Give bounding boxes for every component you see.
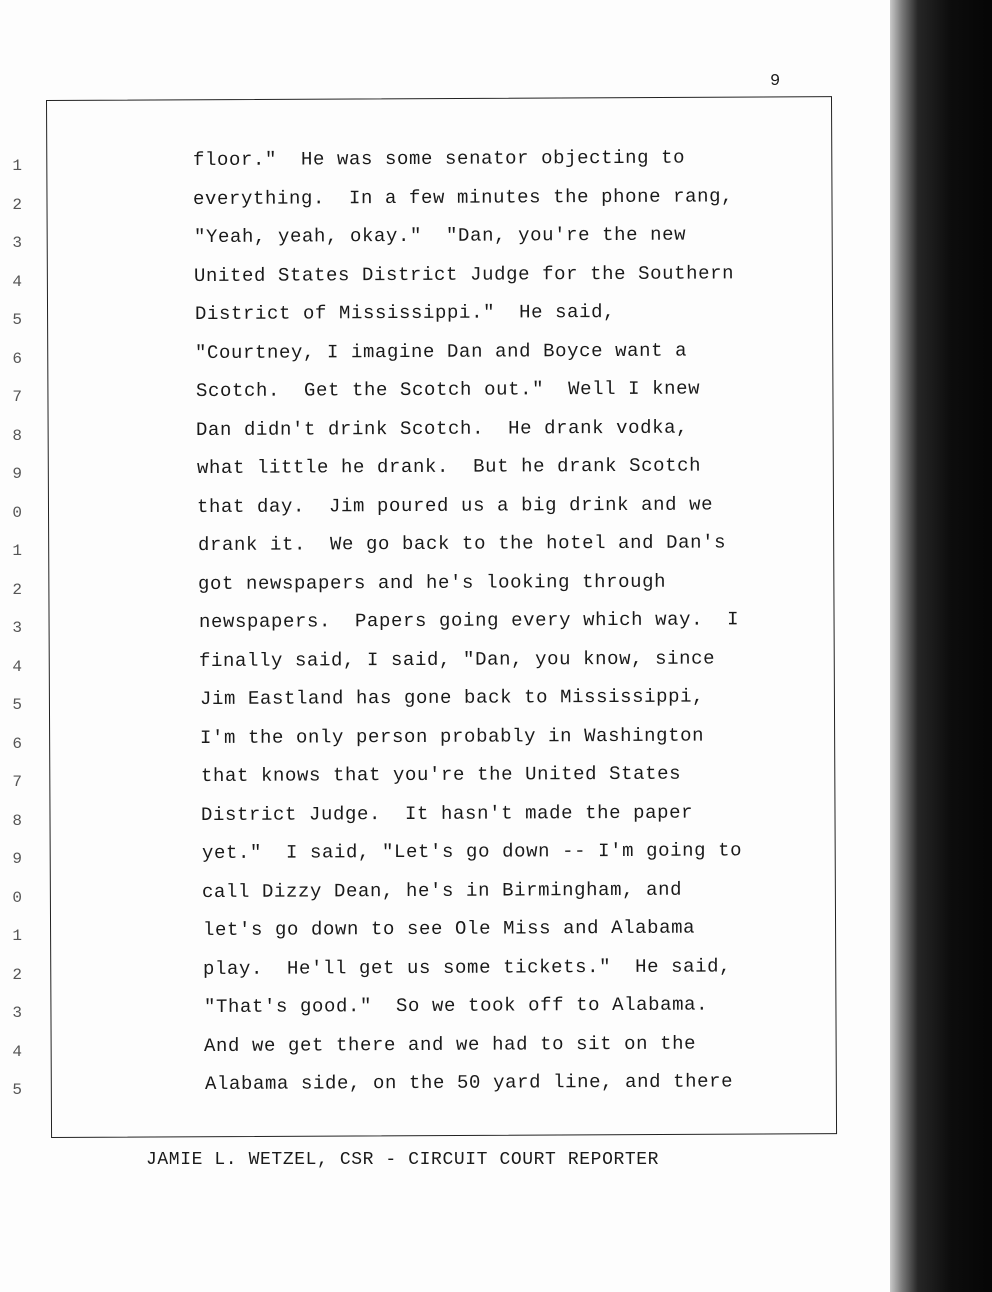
line-number: 2 [12,966,22,984]
line-number: 2 [12,581,22,599]
line-number: 9 [12,850,22,868]
page-number: 9 [770,72,781,91]
transcript-line: Scotch. Get the Scotch out." Well I knew [195,377,701,402]
line-number: 5 [12,311,22,329]
transcript-line: newspapers. Papers going every which way. I [198,608,740,633]
transcript-line: call Dizzy Dean, he's in Birmingham, and [201,878,683,903]
transcript-line: that knows that you're the United States [200,762,682,787]
line-number: 7 [12,388,22,406]
line-number: 8 [12,427,22,445]
line-number: 6 [12,350,22,368]
transcript-line: finally said, I said, "Dan, you know, since [198,647,716,672]
line-number: 5 [12,1081,22,1099]
line-number: 0 [12,504,22,522]
line-number: 3 [12,619,22,637]
transcript-line: Dan didn't drink Scotch. He drank vodka, [195,416,689,441]
book-binding-shadow [890,0,992,1292]
line-number: 3 [12,1004,22,1022]
transcript-line: drank it. We go back to the hotel and Dan's [197,531,727,556]
transcript-line: District Judge. It hasn't made the paper [200,801,694,826]
line-number: 3 [12,234,22,252]
line-number: 5 [12,696,22,714]
transcript-line: yet." I said, "Let's go down -- I'm going to [201,839,743,864]
transcript-line: "Yeah, yeah, okay." "Dan, you're the new [193,223,687,248]
transcript-line: Alabama side, on the 50 yard line, and there [204,1070,734,1095]
transcript-line: play. He'll get us some tickets." He said, [202,955,732,980]
line-number: 0 [12,889,22,907]
transcript-line: And we get there and we had to sit on the [203,1032,697,1057]
line-number: 1 [12,542,22,560]
court-reporter-footer: JAMIE L. WETZEL, CSR - CIRCUIT COURT REPORTER [146,1150,660,1170]
line-number: 4 [12,658,22,676]
line-number: 9 [12,465,22,483]
line-number: 1 [12,927,22,945]
line-number: 8 [12,812,22,830]
transcript-line: Jim Eastland has gone back to Mississippi, [199,685,705,710]
transcript-line: floor." He was some senator objecting to [192,146,686,171]
transcript-line: I'm the only person probably in Washington [199,724,705,749]
transcript-line: District of Mississippi." He said, [194,300,616,325]
transcript-line: what little he drank. But he drank Scotch [196,454,702,479]
transcript-line: that day. Jim poured us a big drink and we [196,493,714,518]
transcript-line: "Courtney, I imagine Dan and Boyce want a [194,339,688,364]
transcript-line: United States District Judge for the Southern [193,262,735,287]
transcript-line: "That's good." So we took off to Alabama. [203,993,709,1018]
line-number: 1 [12,157,22,175]
line-number: 2 [12,196,22,214]
transcript-line: let's go down to see Ole Miss and Alabama [202,916,696,941]
line-number: 4 [12,1043,22,1061]
line-number: 7 [12,773,22,791]
line-number: 4 [12,273,22,291]
transcript-line: got newspapers and he's looking through [197,570,667,595]
line-number: 6 [12,735,22,753]
transcript-line: everything. In a few minutes the phone rang, [192,185,734,210]
